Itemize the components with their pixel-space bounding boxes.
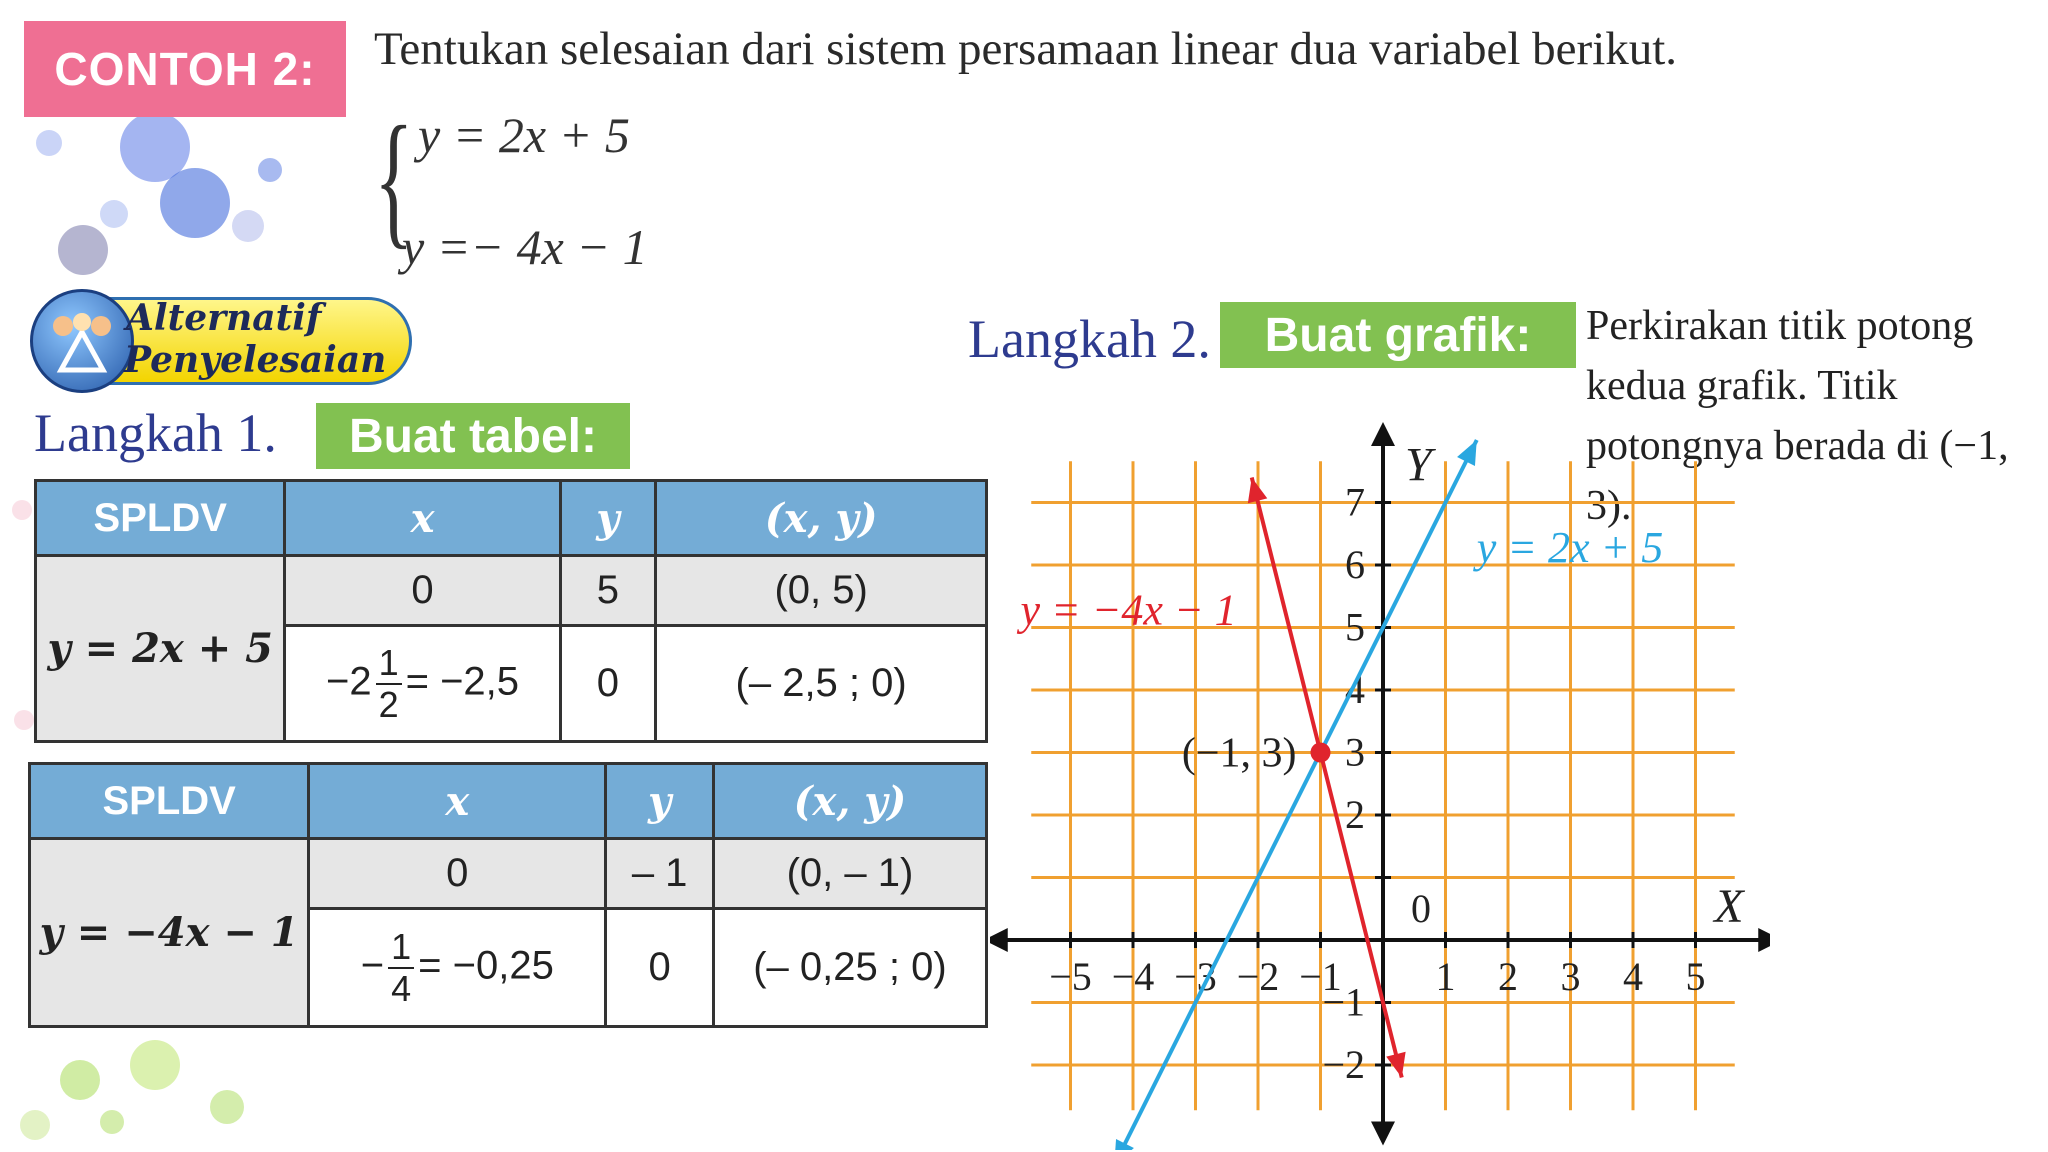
decor-bubble (160, 168, 230, 238)
cell-xy: (– 2,5 ; 0) (656, 626, 987, 742)
denominator: 2 (378, 683, 399, 725)
equation-2: y =− 4x − 1 (402, 219, 648, 275)
y-axis-arrow-up (1371, 422, 1395, 446)
table-header-row (30, 764, 987, 839)
table-equation-2 (28, 762, 988, 1028)
header-spldv: SPLDV (36, 481, 285, 556)
line-arrowhead (1114, 1139, 1134, 1150)
step-2-label: Langkah 2. (968, 309, 1211, 369)
fraction-whole: −2 (325, 659, 372, 704)
numerator: 1 (378, 641, 399, 683)
header-y: y (606, 764, 714, 839)
alternative-solution-badge (30, 289, 420, 393)
origin-label: 0 (1411, 886, 1431, 931)
fraction (388, 927, 414, 1009)
y-tick-label: 7 (1345, 479, 1365, 525)
cell-y: 5 (560, 556, 656, 626)
cell-xy: (– 0,25 ; 0) (713, 909, 986, 1027)
decor-bubble (36, 130, 62, 156)
table-equation-1 (34, 479, 988, 743)
fraction (376, 643, 402, 725)
cell-xy: (0, 5) (656, 556, 987, 626)
equation-cell: y = 2x + 5 (36, 556, 285, 742)
intersection-note: Perkirakan titik potong kedua grafik. Titik potongnya berada di (−1, 3). (1586, 303, 2009, 529)
x-tick-label: −2 (1236, 954, 1280, 999)
badge-line-2: Penyelesaian (124, 339, 387, 381)
table-header-row (36, 481, 987, 556)
y-tick-label: 2 (1345, 792, 1365, 837)
decor-bubble (20, 1110, 50, 1140)
x-tick-label: −3 (1174, 954, 1217, 999)
cell-y: 0 (560, 626, 656, 742)
decor-bubble (12, 500, 32, 520)
x-tick-label: 1 (1435, 954, 1456, 999)
y-tick-label: 6 (1345, 542, 1365, 587)
cell-y: 0 (606, 909, 714, 1027)
x-axis-arrow-right (1758, 928, 1770, 952)
header-xy: (x, y) (713, 764, 986, 839)
line-y-2x-plus-5 (1111, 440, 1477, 1150)
decor-bubble (60, 1060, 100, 1100)
y-tick-label: 3 (1345, 729, 1365, 775)
decor-bubble (258, 158, 282, 182)
header-x: x (309, 764, 606, 839)
series-label-1: y = 2x + 5 (1476, 522, 1664, 572)
step-2-box: Buat grafik: (1220, 302, 1576, 368)
y-tick-label: −2 (1322, 1042, 1365, 1087)
linear-graph (990, 420, 1770, 1150)
intersection-point (1311, 743, 1331, 763)
y-tick-label: 5 (1345, 604, 1365, 650)
x-tick-label: −1 (1299, 954, 1342, 999)
decor-bubble (58, 225, 108, 275)
x-tick-label: 4 (1623, 954, 1643, 999)
problem-statement: Tentukan selesaian dari sistem persamaan linear dua variabel berikut. (374, 23, 1678, 75)
header-y: y (560, 481, 656, 556)
x-tick-label: 3 (1560, 954, 1581, 999)
equation-cell: y = −4x − 1 (30, 839, 309, 1027)
badge-line-1: Alternatif (126, 297, 322, 339)
system-brace: { (374, 96, 414, 262)
y-axis-arrow-down (1371, 1122, 1395, 1146)
numerator: 1 (391, 925, 412, 967)
y-axis-label: Y (1405, 438, 1432, 492)
fraction-sign: − (360, 943, 385, 988)
denominator: 4 (391, 967, 412, 1009)
decor-bubble (232, 210, 264, 242)
decor-bubble (210, 1090, 244, 1124)
x-tick-label: −5 (1049, 954, 1092, 999)
decor-bubble (130, 1040, 180, 1090)
cell-x-fraction (309, 909, 606, 1027)
y-tick-label: 4 (1345, 667, 1365, 712)
header-xy: (x, y) (656, 481, 987, 556)
decor-bubble (100, 200, 128, 228)
intersection-label: (−1, 3) (1181, 730, 1297, 777)
badge-text (126, 297, 386, 381)
step-1-box: Buat tabel: (316, 403, 630, 469)
header-x: x (285, 481, 560, 556)
step-1-label: Langkah 1. (34, 403, 277, 463)
x-tick-label: 2 (1498, 954, 1518, 999)
cell-x: 0 (285, 556, 560, 626)
decor-bubble (14, 710, 34, 730)
decimal-value: = −2,5 (405, 659, 520, 704)
cell-xy: (0, – 1) (713, 839, 986, 909)
x-tick-label: 5 (1685, 954, 1706, 999)
series-label-2: y = −4x − 1 (1020, 585, 1237, 635)
decimal-value: = −0,25 (418, 943, 554, 988)
y-tick-label: −1 (1322, 979, 1365, 1025)
people-icon (30, 289, 134, 393)
equation-1: y = 2x + 5 (418, 107, 630, 163)
x-tick-label: −4 (1111, 954, 1155, 999)
cell-y: – 1 (606, 839, 714, 909)
cell-x: 0 (309, 839, 606, 909)
header-spldv: SPLDV (30, 764, 309, 839)
x-axis-arrow-left (990, 928, 1008, 952)
x-axis-label: X (1714, 880, 1744, 933)
table-row (36, 556, 987, 626)
cell-x-fraction (285, 626, 560, 742)
table-row (30, 839, 987, 909)
example-badge: CONTOH 2: (24, 21, 346, 117)
decor-bubble (100, 1110, 124, 1134)
